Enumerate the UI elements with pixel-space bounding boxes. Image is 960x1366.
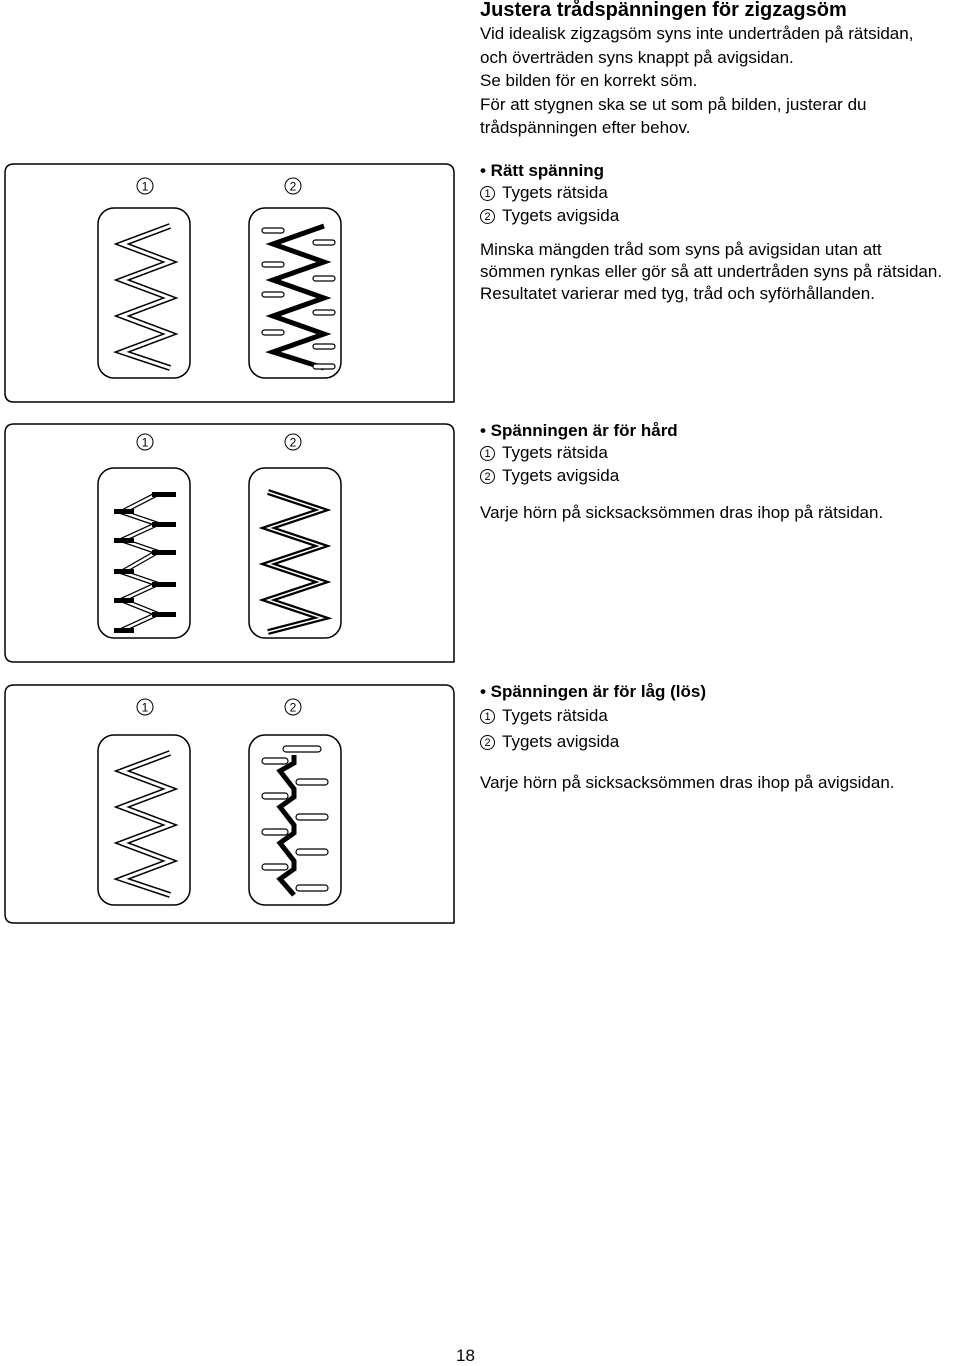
number-badge: 2 xyxy=(480,735,495,750)
legend-label: Tygets rätsida xyxy=(502,183,608,202)
section-tension-too-loose xyxy=(480,682,895,794)
legend-item xyxy=(480,443,883,463)
intro-line: Vid idealisk zigzagsöm syns inte undertråden på rätsidan, xyxy=(480,24,914,43)
section-heading: • Spänningen är för hård xyxy=(480,421,678,440)
intro-line: För att stygnen ska se ut som på bilden, justerar du xyxy=(480,94,867,114)
page-number: 18 xyxy=(456,1346,475,1365)
description-line: Varje hörn på sicksacksömmen dras ihop på avigsidan. xyxy=(480,773,895,792)
intro-line: Se bilden för en korrekt söm. xyxy=(480,71,698,90)
intro-line: och överträden syns knappt på avigsidan. xyxy=(480,47,794,67)
legend-item xyxy=(480,206,942,226)
page-title: Justera trådspänningen för zigzagsöm xyxy=(480,0,847,21)
number-badge: 2 xyxy=(480,209,495,224)
figure-label-1: 1 xyxy=(141,700,149,715)
section-description xyxy=(480,502,883,524)
description-line: sömmen rynkas eller gör så att undertråden syns på rätsidan. xyxy=(480,262,943,281)
legend-item xyxy=(480,706,895,726)
zigzag-stitch-wrong xyxy=(262,746,328,895)
intro-text xyxy=(480,22,913,140)
legend-label: Tygets rätsida xyxy=(502,443,608,462)
fabric-right-side xyxy=(98,468,190,638)
legend-item xyxy=(480,732,895,752)
number-badge: 1 xyxy=(480,446,495,461)
legend-item xyxy=(480,183,942,203)
intro-line: trådspänningen efter behov. xyxy=(480,118,691,137)
description-line: Resultatet varierar med tyg, tråd och syförhållanden. xyxy=(480,284,875,303)
legend-label: Tygets avigsida xyxy=(502,466,620,485)
figure-label-2: 2 xyxy=(289,179,297,194)
figure-label-1: 1 xyxy=(141,435,149,450)
legend-item xyxy=(480,466,883,486)
figure-tension-too-loose xyxy=(0,683,460,931)
zigzag-stitch-wrong xyxy=(262,226,335,369)
number-badge: 1 xyxy=(480,186,495,201)
legend-label: Tygets rätsida xyxy=(502,706,608,725)
figure-label-2: 2 xyxy=(289,435,297,450)
zigzag-stitch-right xyxy=(122,753,170,895)
figure-label-2: 2 xyxy=(289,700,297,715)
description-line: Minska mängden tråd som syns på avigsidan utan att xyxy=(480,240,882,259)
section-heading: • Spänningen är för låg (lös) xyxy=(480,682,707,701)
figure-correct-tension xyxy=(0,162,460,410)
section-correct-tension xyxy=(480,161,942,305)
number-badge: 1 xyxy=(480,709,495,724)
figure-label-1: 1 xyxy=(141,179,149,194)
legend-label: Tygets avigsida xyxy=(502,206,620,225)
figure-tension-too-tight xyxy=(0,422,460,670)
section-heading: • Rätt spänning xyxy=(480,161,605,180)
zigzag-stitch-wrong xyxy=(268,492,322,632)
number-badge: 2 xyxy=(480,469,495,484)
section-description xyxy=(480,772,895,794)
legend-label: Tygets avigsida xyxy=(502,732,620,751)
section-tension-too-tight xyxy=(480,421,883,524)
description-line: Varje hörn på sicksacksömmen dras ihop på rätsidan. xyxy=(480,503,884,522)
zigzag-stitch-right xyxy=(114,492,176,633)
zigzag-stitch-right xyxy=(122,226,170,368)
section-description xyxy=(480,239,942,305)
